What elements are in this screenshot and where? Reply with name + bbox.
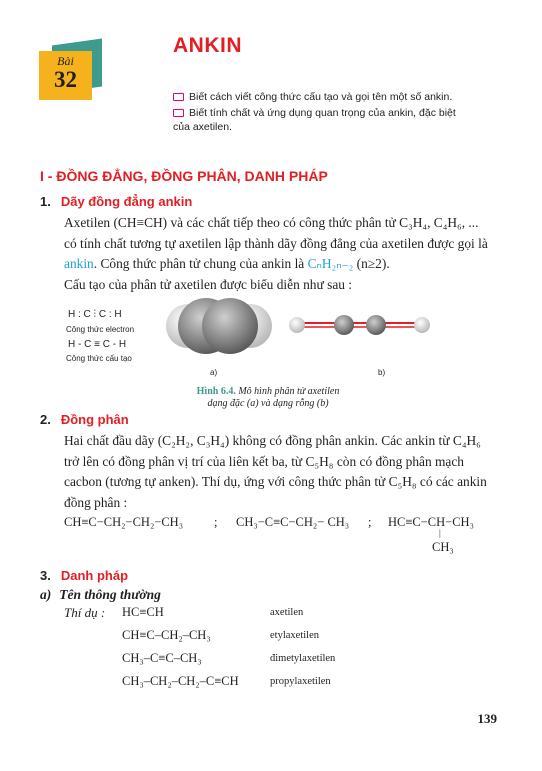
example-formula: CH₃–CH₂–CH₂–C≡CH — [122, 674, 239, 688]
isomer-1: CH≡C−CH₂−CH₂−CH₃ — [64, 515, 184, 529]
text-line — [64, 254, 499, 275]
subsection-number: 3. — [40, 568, 51, 583]
structural-formula: H - C ≡ C - H — [68, 339, 127, 350]
example-formula: CH₃–C≡C–CH₃ — [122, 651, 202, 665]
caption-line — [168, 386, 368, 398]
separator: ; — [368, 515, 372, 529]
lesson-title: ANKIN — [173, 34, 242, 57]
objective-text: Biết tính chất và ứng dụng quan trọng của ankin, đặc biệt — [189, 107, 456, 119]
subsection-number: 1. — [40, 194, 51, 209]
caption-figure-number: Hình 6.4. — [196, 386, 236, 397]
caption-line: dạng đặc (a) và dạng rỗng (b) — [207, 398, 329, 409]
example-name: axetilen — [270, 607, 304, 618]
example-label: Thí dụ : — [64, 605, 106, 620]
figure-label-b: b) — [378, 368, 386, 377]
subsection-a-title: Tên thông thường — [59, 587, 161, 602]
subsection-title: Đồng phân — [60, 412, 129, 427]
subsection-title: Danh pháp — [60, 568, 129, 583]
example-name: etylaxetilen — [270, 630, 319, 641]
structural-formula-label: Công thức cấu tạo — [66, 354, 132, 363]
subsection-a-heading — [40, 587, 161, 603]
subsection-title: Dãy đồng đẳng ankin — [60, 194, 193, 209]
text-line: Axetilen (CH≡CH) và các chất tiếp theo có công thức phân tử C₃H₄, C₄H₆, ... — [64, 215, 479, 230]
figure-caption — [168, 386, 368, 410]
separator: ; — [214, 515, 218, 529]
section-heading: I - ĐỒNG ĐẲNG, ĐỒNG PHÂN, DANH PHÁP — [40, 168, 328, 184]
example-formula: CH≡C–CH₂–CH₃ — [122, 628, 211, 642]
folder-bullet-icon — [173, 93, 184, 101]
figure-label-a: a) — [210, 368, 218, 377]
paragraph-isomers — [64, 431, 499, 513]
objective-1 — [173, 90, 493, 104]
text-span: . Công thức phân tử chung của ankin là — [93, 256, 305, 271]
subsection-heading-1 — [40, 194, 192, 209]
example-name: propylaxetilen — [270, 676, 331, 687]
text-line: Cấu tạo của phân tử axetilen được biểu diễn như sau : — [64, 276, 353, 292]
page-number: 139 — [477, 711, 497, 726]
acetylene-models — [160, 290, 440, 382]
paragraph-homologous — [64, 213, 499, 295]
badge-number: 32 — [54, 67, 77, 92]
space-filling-model — [166, 298, 272, 354]
subsection-heading-2 — [40, 412, 129, 427]
badge-label: Bài — [57, 54, 74, 68]
general-formula-link[interactable]: CₙH₂ₙ₋₂ — [307, 256, 354, 271]
objective-text: Biết cách viết công thức cấu tạo và gọi tên một số ankin. — [189, 91, 453, 103]
isomer-3-branch: CH₃ — [432, 540, 454, 554]
electron-formula-label: Công thức electron — [66, 325, 135, 334]
text-line: có tính chất tương tự axetilen lập thành dãy đồng đẳng của axetilen được gọi là — [64, 235, 488, 251]
objective-2-cont: của axetilen. — [173, 121, 232, 133]
subsection-a-label: a) — [40, 587, 52, 602]
example-formula: HC≡CH — [122, 605, 164, 619]
folder-bullet-icon — [173, 109, 184, 117]
lesson-badge — [39, 51, 92, 100]
subsection-heading-3 — [40, 568, 128, 583]
ball-and-stick-model — [289, 315, 430, 335]
text-line: Hai chất đầu dãy (C₂H₂, C₃H₄) không có đồng phân ankin. Các ankin từ C₄H₆ — [64, 433, 481, 448]
text-line: cacbon (tương tự anken). Thí dụ, ứng với công thức phân tử C₅H₈ có các ankin — [64, 474, 487, 489]
subsection-number: 2. — [40, 412, 51, 427]
text-line: trở lên có đồng phân vị trí của liên kết ba, từ C₅H₈ còn có đồng phân mạch — [64, 453, 464, 469]
caption-text: Mô hình phân tử axetilen — [238, 386, 340, 397]
objective-2 — [173, 106, 493, 120]
isomer-2: CH₃−C≡C−CH₂− CH₃ — [236, 515, 350, 529]
electron-formula: H : C ⫶ C : H — [68, 309, 122, 320]
isomer-3-branch-bond: | — [439, 528, 441, 538]
example-name: đimetylaxetilen — [270, 653, 336, 664]
ankin-link[interactable]: ankin — [64, 256, 94, 271]
text-line: đồng phân : — [64, 494, 128, 510]
text-span: (n≥2). — [356, 256, 390, 271]
isomer-3: HC≡C−CH−CH₃ — [388, 515, 474, 529]
